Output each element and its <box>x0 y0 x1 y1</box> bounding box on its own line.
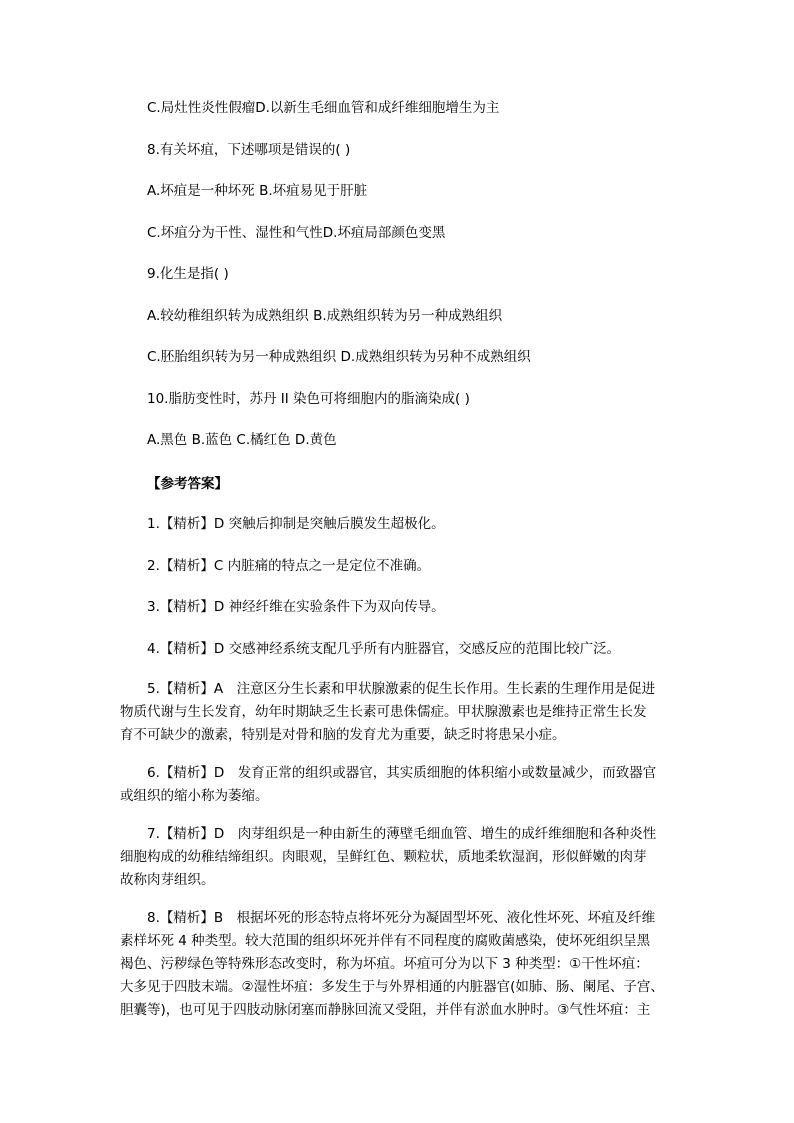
question-10-options: A.黑色 B.蓝色 C.橘红色 D.黄色 <box>147 432 337 448</box>
answer-1: 1.【精析】D 突触后抑制是突触后膜发生超极化。 <box>147 516 445 532</box>
answer-8-line: 大多见于四肢末端。②湿性坏疽：多发生于与外界相通的内脏器官(如肺、肠、阑尾、子宫、 <box>120 979 664 995</box>
answer-3: 3.【精析】D 神经纤维在实验条件下为双向传导。 <box>147 599 445 615</box>
answer-7-line: 细胞构成的幼稚结缔组织。肉眼观，呈鲜红色、颗粒状，质地柔软湿润，形似鲜嫩的肉芽 <box>120 849 647 865</box>
answer-5-line: 育不可缺少的激素，特别是对骨和脑的发育尤为重要，缺乏时将患呆小症。 <box>120 727 566 743</box>
answer-6-line: 6.【精析】D 发育正常的组织或器官，其实质细胞的体积缩小或数量减少，而致器官 <box>120 765 657 781</box>
question-8-option-cd: C.坏疽分为干性、湿性和气性D.坏疽局部颜色变黑 <box>147 225 446 241</box>
answer-6-line: 或组织的缩小称为萎缩。 <box>120 788 269 804</box>
answer-8-line: 素样坏死 4 种类型。较大范围的组织坏死并伴有不同程度的腐败菌感染，使坏死组织呈黑 <box>120 933 651 949</box>
question-9-option-cd: C.胚胎组织转为另一种成熟组织 D.成熟组织转为另种不成熟组织 <box>147 349 531 365</box>
answer-5-line: 物质代谢与生长发育，幼年时期缺乏生长素可患侏儒症。甲状腺激素也是维持正常生长发 <box>120 704 647 720</box>
question-8-stem: 8.有关坏疽，下述哪项是错误的( ) <box>147 142 351 158</box>
question-7-option-cd: C.局灶性炎性假瘤D.以新生毛细血管和成纤维细胞增生为主 <box>147 100 500 116</box>
answer-4: 4.【精析】D 交感神经系统支配几乎所有内脏器官，交感反应的范围比较广泛。 <box>147 641 621 657</box>
answer-5 <box>120 678 660 747</box>
answer-8-line: 褐色、污秽绿色等特殊形态改变时，称为坏疽。坏疽可分为以下 3 种类型：①干性坏疽： <box>120 956 649 972</box>
answer-8-line: 胆囊等)，也可见于四肢动脉闭塞而静脉回流又受阻，并伴有淤血水肿时。③气性坏疽：主 <box>120 1002 651 1018</box>
answers-heading: 【参考答案】 <box>147 476 228 492</box>
answer-8-line: 8.【精析】B 根据坏死的形态特点将坏死分为凝固型坏死、液化性坏死、坏疽及纤维 <box>120 910 656 926</box>
answer-6 <box>120 762 660 808</box>
answer-8 <box>120 907 664 1022</box>
answer-7-line: 故称肉芽组织。 <box>120 872 215 888</box>
answer-5-line: 5.【精析】A 注意区分生长素和甲状腺激素的促生长作用。生长素的生理作用是促进 <box>120 681 656 697</box>
question-8-option-ab: A.坏疽是一种坏死 B.坏疽易见于肝脏 <box>147 183 368 199</box>
answer-7-line: 7.【精析】D 肉芽组织是一种由新生的薄壁毛细血管、增生的成纤维细胞和各种炎性 <box>120 826 657 842</box>
question-10-stem: 10.脂肪变性时，苏丹 II 染色可将细胞内的脂滴染成( ) <box>147 391 470 407</box>
answer-7 <box>120 823 660 892</box>
answer-2: 2.【精析】C 内脏痛的特点之一是定位不准确。 <box>147 558 431 574</box>
question-9-option-ab: A.较幼稚组织转为成熟组织 B.成熟组织转为另一种成熟组织 <box>147 308 503 324</box>
question-9-stem: 9.化生是指( ) <box>147 266 229 282</box>
